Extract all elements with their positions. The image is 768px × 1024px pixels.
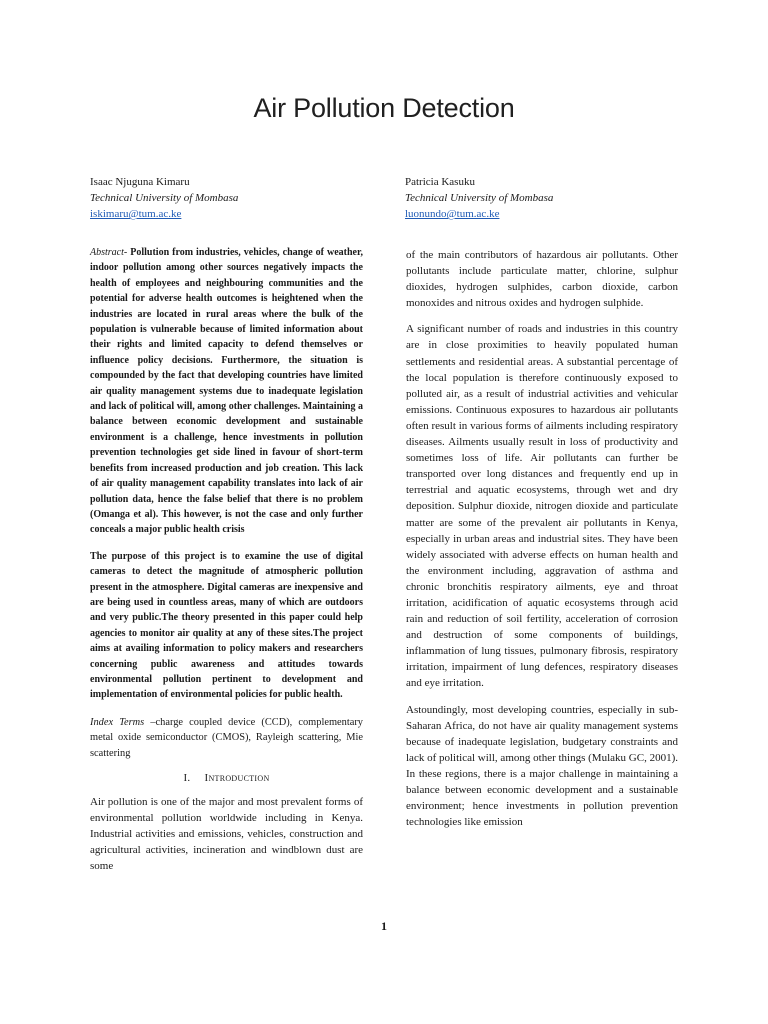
- page-number: 1: [381, 919, 387, 933]
- author-email-link[interactable]: luonundo@tum.ac.ke: [405, 208, 500, 220]
- author-name: Isaac Njuguna Kimaru: [90, 176, 190, 188]
- body-paragraph: Astoundingly, most developing countries, especially in sub-Saharan Africa, do not have air quality management systems because of inadequate legislation, budgetary constraints and lack of political will, among other things (Mulaku GC, 2001). In these regions, there is a major challenge in maintaining a balance between economic development and a sustainable environment; hence investments in pollution prevention technologies like emission: [406, 703, 678, 829]
- section-title: Introduction: [204, 772, 270, 784]
- paper-title: Air Pollution Detection: [253, 93, 515, 123]
- abstract-paragraph: [90, 245, 363, 538]
- purpose-paragraph: The purpose of this project is to examine the use of digital cameras to detect the magnitude of atmospheric pollution present in the atmosphere. Digital cameras are inexpensive and are being used in countless areas, many of which are outdoors and very public.The theory presented in this paper could help agencies to monitor air quality at any of these sites.The project aims at availing information to policy makers and researchers concerning public awareness and attitudes towards environmental pollution pertinent to development and implementation of environmental policies for public health.: [90, 550, 363, 701]
- author-block-1: [90, 174, 238, 222]
- intro-paragraph: Air pollution is one of the major and most prevalent forms of environmental pollution worldwide including in Kenya. Industrial activities and emissions, vehicles, construction and agricultural activities, incineration and windblown dust are some: [90, 796, 363, 873]
- abstract-text: Pollution from industries, vehicles, change of weather, indoor pollution among other sources negatively impacts the health of employees and neighbouring communities and the potential for adverse health outcomes is heightened when the industries are located in rural areas where the bulk of the population is vulnerable because of limited information about their rights and limited capacity to defend themselves or influence policy decisions. Furthermore, the situation is compounded by the fact that developing countries have limited air quality management systems due to inadequate legislation and lack of political will, among other challenges. Maintaining a balance between economic development and sustainable environment is a challenge, hence investments in pollution prevention technologies get side lined in favour of short-term benefits from increased production and job creation. This lack of air quality management capability translates into lack of air pollution data, hence the false belief that there is no problem (Omanga et al). This however, is not the case and only further conceals a major public health crisis: [90, 247, 363, 536]
- index-terms-text: –charge coupled device (CCD), complementary metal oxide semiconductor (CMOS), Rayleigh scattering, Mie scattering: [90, 716, 363, 759]
- body-paragraph: of the main contributors of hazardous air pollutants. Other pollutants include particulate matter, chlorine, sulphur dioxides, hydrogen sulphides, carbon dioxide, carbon monoxides and nitrous oxides and hydrogen sulphide.: [406, 249, 678, 310]
- author-email-link[interactable]: iskimaru@tum.ac.ke: [90, 208, 182, 220]
- section-heading-introduction: [90, 770, 363, 786]
- section-number: I.: [183, 772, 191, 784]
- author-affiliation: Technical University of Mombasa: [90, 192, 239, 204]
- abstract-label: Abstract-: [90, 247, 128, 258]
- index-terms-label: Index Terms: [90, 716, 145, 728]
- index-terms-paragraph: [90, 715, 363, 761]
- author-name: Patricia Kasuku: [405, 176, 475, 188]
- author-affiliation: Technical University of Mombasa: [405, 192, 554, 204]
- left-column: [90, 245, 363, 875]
- body-paragraph: A significant number of roads and industries in this country are in close proximities to heavily populated human settlements and residential areas. A substantial percentage of the local population is therefore continuously exposed to polluted air, as a result of industrial activities and vehicular emissions. Continuous exposures to hazardous air pollutants often result in various forms of ailments including respiratory diseases. Ailments usually result in loss of productivity and sometimes loss of life. Air pollutants can further be transported over long distances and frequently end up in terrestrial and aquatic ecosystems, through wet and dry deposition. Sulphur dioxide, nitrogen dioxide and particulate matter are some of the prevalent air pollutants in Kenya, especially in urban areas and industrial sites. They have been widely associated with adverse effects on human health and the environment including, aggravation of asthma and chronic bronchitis respiratory ailments, eye and throat irritation, acidification of aquatic ecosystems through acid rain and reduction of soil fertility, acceleration of corrosion and destruction of some components of buildings, inflammation of lung tissues, pulmonary fibrosis, respiratory irritation, impairment of lung defences, respiratory diseases and eye irritation.: [406, 323, 678, 690]
- right-column: [406, 247, 678, 840]
- author-block-2: [405, 174, 553, 222]
